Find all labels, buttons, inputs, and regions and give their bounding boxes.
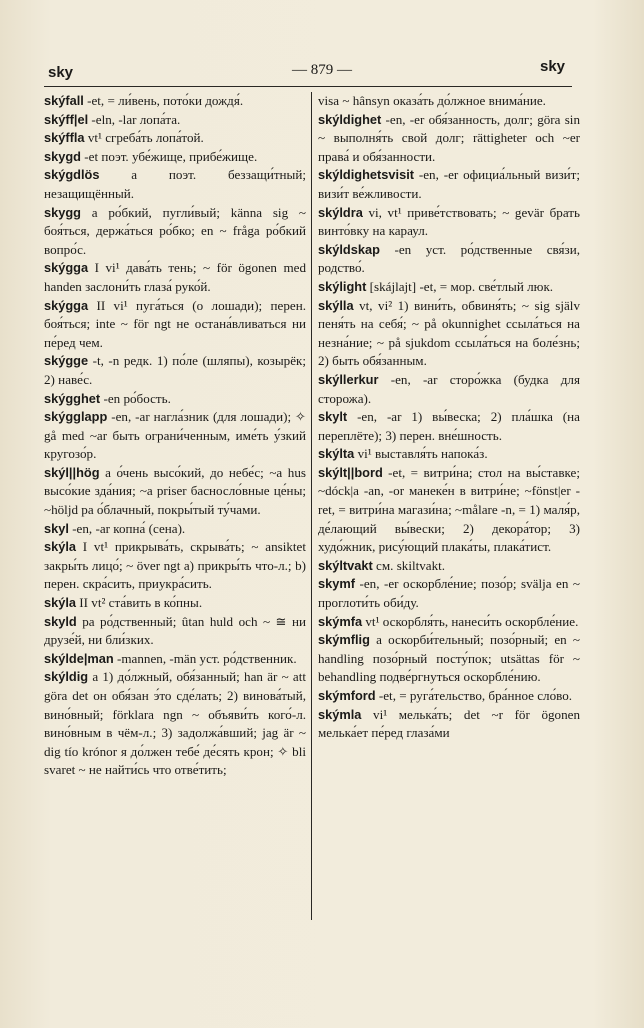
entry-definition: -en, -ar 1) вы́веска; 2) пла́шка (на переплёте); 3) перен. вне́шность.	[318, 409, 580, 443]
dictionary-entry	[318, 445, 580, 464]
entry-definition: a ро́бкий, пугли́вый; känna sig ~ боя́ться, держа́ться ро́бко; en ~ fråga ро́бкий вопро́с.	[44, 204, 306, 257]
entry-definition: vt, vi² 1) вини́ть, обвиня́ть; ~ sig själv пеня́ть на себя́; ~ på okunnighet ссыла́ться на незна́ние; ~ på sjukdom ссыла́ться на боле́знь; 2) быть обя́занным.	[318, 297, 580, 369]
dictionary-entry	[44, 129, 306, 148]
entry-headword: skýllerkur	[318, 371, 379, 387]
dictionary-entry	[318, 706, 580, 743]
entry-definition: II vt² ста́вить в ко́пны.	[76, 595, 203, 611]
page-number: — 879 —	[292, 62, 352, 78]
entry-headword: skýmford	[318, 688, 376, 703]
entry-definition: vt¹ сгреба́ть лопа́той.	[84, 130, 204, 146]
dictionary-entry	[44, 259, 306, 296]
dictionary-entry	[318, 575, 580, 612]
entry-definition: [skájlajt] -et, = мор. све́тлый люк.	[366, 278, 554, 294]
entry-definition: vi¹ выставля́ть напока́з.	[354, 446, 488, 462]
entry-definition: -et, = руга́тельство, бра́нное сло́во.	[375, 688, 573, 703]
entry-definition: -en, -ar копна́ (сена).	[68, 520, 186, 536]
entry-definition: vt¹ оскорбля́ть, нанеси́ть оскорбле́ние.	[362, 613, 579, 629]
entry-headword: skýffla	[44, 130, 85, 146]
entry-definition: -mannen, -män уст. ро́дственник.	[113, 650, 297, 666]
entry-headword: skýlla	[318, 297, 354, 313]
entry-definition: -en, -er обя́занность, долг; göra sin ~ выполня́ть свой долг; rättigheter och ~er права́ и обя́занности.	[318, 111, 580, 164]
dictionary-entry	[318, 687, 580, 706]
entry-headword: skyl	[44, 520, 69, 536]
entry-definition: -et поэт. убе́жище, прибе́жище.	[81, 148, 258, 164]
entry-headword: skýgghet	[44, 390, 101, 406]
dictionary-entry	[44, 520, 306, 539]
dictionary-entry	[44, 390, 306, 409]
entry-headword: skygd	[44, 148, 81, 164]
entry-definition: a о́чень высо́кий, до небе́с; ~a hus высо́кие зда́ния; ~a priser басносло́вные це́ны; ~höljd pa о́блачный, покры́тый ту́чами.	[44, 464, 306, 518]
left-guide-word: sky	[48, 64, 74, 81]
entry-definition: -en, -er оскорбле́ние; позо́р; svälja en ~ проглоти́ть оби́ду.	[318, 576, 580, 611]
dictionary-entry	[44, 204, 306, 260]
entry-headword: skýlde|man	[44, 650, 114, 666]
entry-headword: skýlt||bord	[318, 464, 383, 480]
entry-definition: -et, = ли́вень, пото́ки дождя́.	[83, 93, 244, 108]
header-rule	[44, 86, 572, 87]
entry-headword: skýldra	[318, 204, 363, 220]
entry-definition: -et, = витри́на; стол на вы́ставке; ~dóck|a -an, -or манеке́н в витри́не; ~fönst|er -ret, = витри́на магази́на; ~målare -n, = 1) маля́р, де́лающий вы́вески; 2) декора́тор; 3) худо́жник, рису́ющий плака́ты, плака́тист.	[318, 464, 580, 555]
dictionary-entry	[318, 371, 580, 408]
dictionary-entry	[44, 148, 306, 167]
entry-headword: skygg	[44, 204, 81, 220]
entry-headword: skýff|el	[44, 111, 89, 127]
entry-definition: -t, -n редк. 1) по́ле (шляпы), козырёк; 2) наве́с.	[44, 353, 306, 387]
entry-definition: vi, vt¹ приве́тствовать; ~ gevär брать винто́вку на караул.	[318, 204, 580, 239]
entry-headword: skýla	[44, 595, 77, 611]
entry-headword: skýgga	[44, 297, 89, 313]
dictionary-entry	[44, 613, 306, 650]
entry-headword: skymf	[318, 576, 355, 592]
right-column	[318, 92, 580, 743]
entry-headword: skýmflig	[318, 632, 370, 648]
column-divider	[311, 92, 312, 920]
entry-headword: skýl||hög	[44, 464, 100, 480]
entry-definition: a оскорби́тельный; позо́рный; en ~ handling позо́рный посту́пок; utsättas för ~ behandling подве́ргнуться оскорбле́нию.	[318, 632, 580, 685]
entry-definition: I vt¹ прикрыва́ть, скрыва́ть; ~ ansiktet закры́ть лицо́; ~ över ngt a) прикры́ть что-л.; b) перен. скра́сить, приукра́сить.	[44, 539, 306, 592]
dictionary-entry	[318, 613, 580, 632]
entry-headword: skýmla	[318, 706, 362, 722]
dictionary-entry	[318, 408, 580, 445]
entry-headword: skýfall	[44, 93, 84, 108]
entry-headword: skýldig	[44, 669, 89, 685]
entry-definition: -en, -er официа́льный визи́т; визи́т ве́жливости.	[318, 167, 580, 201]
entry-headword: skýltvakt	[318, 557, 373, 573]
dictionary-entry	[44, 352, 306, 389]
dictionary-entry	[318, 241, 580, 278]
entry-definition: см. skiltvakt.	[372, 557, 446, 573]
dictionary-entry	[318, 92, 580, 111]
dictionary-entry	[44, 166, 306, 203]
entry-definition: a поэт. беззащи́тный; незащищённый.	[44, 167, 306, 201]
dictionary-entry	[44, 408, 306, 464]
entry-definition: -en уст. ро́дственные свя́зи, родство́.	[318, 241, 580, 276]
entry-headword: skýldskap	[318, 241, 380, 257]
entry-definition: I vi¹ дава́ть тень; ~ för ögonen med handen заслони́ть глаза́ руко́й.	[44, 260, 306, 294]
dictionary-entry	[44, 297, 306, 353]
entry-headword: skýldighet	[318, 111, 382, 127]
dictionary-entry	[318, 111, 580, 167]
entry-headword: skylt	[318, 409, 348, 425]
entry-headword: skýgdlös	[44, 167, 100, 183]
entry-headword: skýlight	[318, 278, 367, 294]
entry-definition: -eln, -lar лопа́та.	[88, 111, 181, 127]
dictionary-entry	[318, 631, 580, 687]
entry-definition: II vi¹ пуга́ться (о лошади); перен. боя́ться; inte ~ för ngt не остана́вливаться ни пе́ред чем.	[44, 297, 306, 350]
left-column	[44, 92, 306, 780]
dictionary-entry	[44, 464, 306, 520]
entry-headword: skýgglapp	[44, 409, 108, 425]
right-guide-word: sky	[540, 58, 566, 75]
entry-definition: -en ро́бость.	[100, 390, 171, 406]
entry-headword: skýldighetsvisit	[318, 167, 415, 183]
dictionary-entry	[44, 538, 306, 594]
dictionary-entry	[318, 297, 580, 371]
dictionary-entry	[44, 92, 306, 111]
dictionary-entry	[44, 650, 306, 669]
dictionary-entry	[44, 594, 306, 613]
entry-definition: -en, -ar сторо́жка (будка для сторожа).	[318, 371, 580, 406]
dictionary-entry	[318, 464, 580, 557]
dictionary-entry	[318, 278, 580, 297]
entry-headword: skýmfa	[318, 613, 363, 629]
entry-definition: vi¹ мелька́ть; det ~r för ögonen мелька́ет пе́ред глаза́ми	[318, 706, 580, 741]
dictionary-entry	[318, 204, 580, 241]
entry-headword: skýla	[44, 539, 77, 555]
entry-headword: skyld	[44, 613, 77, 629]
dictionary-entry	[318, 166, 580, 203]
entry-headword: skýgga	[44, 260, 89, 276]
dictionary-entry	[44, 111, 306, 130]
entry-definition: -en, -ar нагла́зник (для лошади); ✧ gå med ~ar быть ограни́ченным, име́ть у́зкий кругозо́р.	[44, 409, 306, 462]
dictionary-entry	[318, 557, 580, 576]
entry-definition: visa ~ hânsyn оказа́ть до́лжное внима́ние.	[318, 93, 546, 108]
entry-headword: skýgge	[44, 353, 89, 369]
entry-definition: pa ро́дственный; ûtan huld och ~ ≅ ни друзе́й, ни бли́зких.	[44, 613, 306, 648]
entry-headword: skýlta	[318, 446, 355, 462]
dictionary-entry	[44, 668, 306, 780]
entry-definition: a 1) до́лжный, обя́занный; han är ~ att göra det он обя́зан э́то сде́лать; 2) винова́тый, вино́вный; förklara ngn ~ объяви́ть кого́-л. вино́вным в чём-л.; 3) задолжа́вший; jag är ~ dig tío krónor я до́лжен тебе́ де́сять крон; ✧ bli svaret ~ не найти́сь что отве́тить;	[44, 669, 306, 778]
